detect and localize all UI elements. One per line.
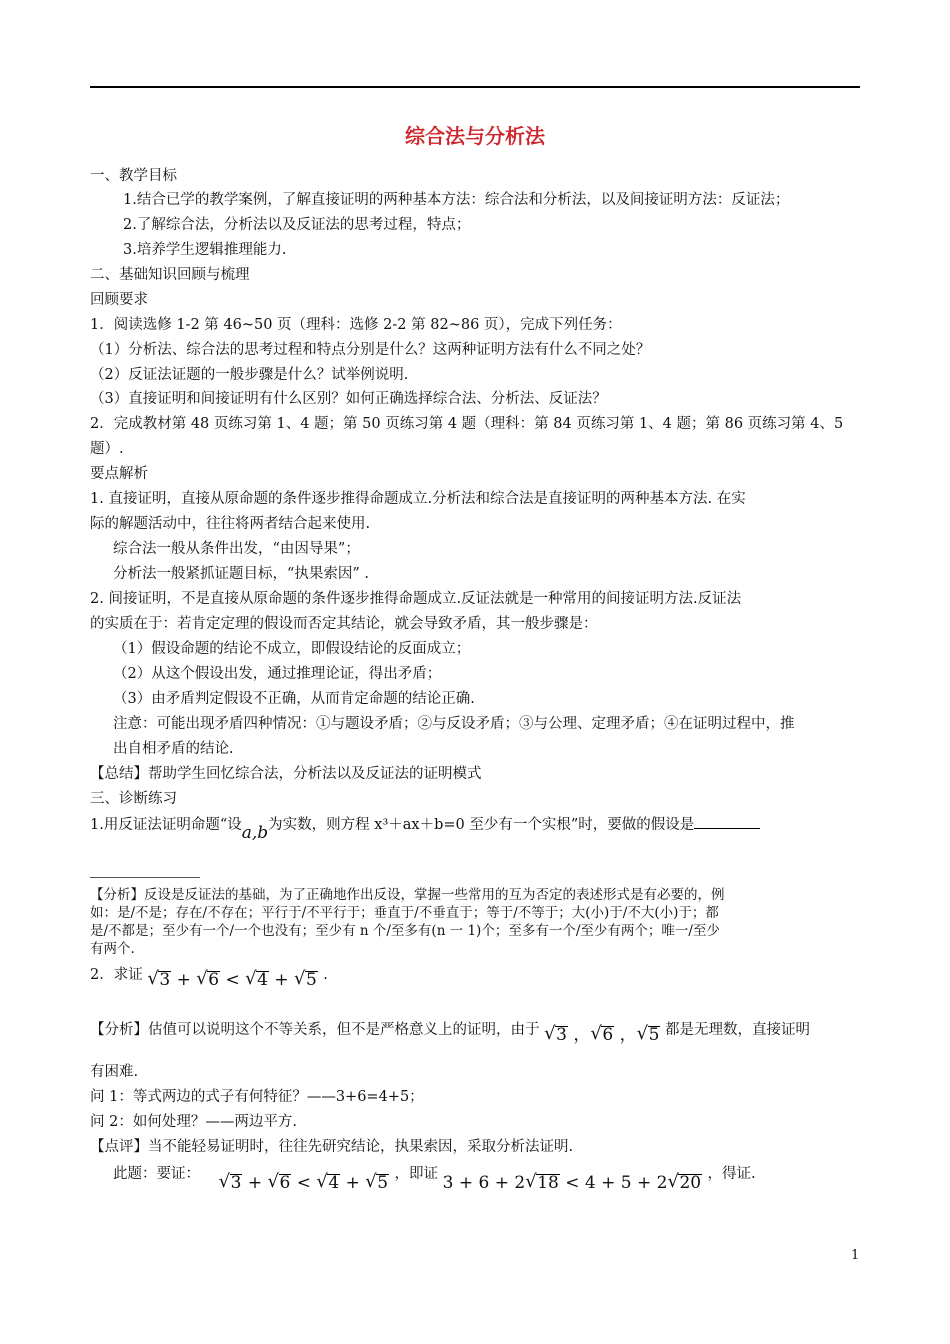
paragraph: （3）由矛盾判定假设不正确，从而肯定命题的结论正确. [113,691,475,707]
paragraph: （2）从这个假设出发，通过推理论证，得出矛盾； [113,666,442,682]
answer-blank [694,814,760,829]
subheading: 要点解析 [90,466,148,482]
page-number: 1 [851,1248,860,1263]
paragraph: （1）假设命题的结论不成立，即假设结论的反面成立； [113,641,471,657]
proof-post: ，得证. [707,1166,756,1182]
variables-ab: a,b [241,823,269,843]
paragraph: 的实质在于：若肯定定理的假设而否定其结论，就会导致矛盾，其一般步骤是： [90,616,598,632]
paragraph: 分析法一般紧抓证题目标，“执果索因” . [113,566,370,582]
footnote-rule [90,877,200,878]
list-item: 1.结合已学的教学案例，了解直接证明的两种基本方法：综合法和分析法，以及间接证明方法：反证法； [123,192,790,208]
inequality-formula: √ 3 + √ 6 < √ 4 + √ 5 [147,970,323,990]
analysis-2-pre: 【分析】估值可以说明这个不等关系，但不是严格意义上的证明，由于 [90,1022,540,1038]
paragraph: 问 2：如何处理？——两边平方. [90,1114,297,1130]
paragraph: 综合法一般从条件出发，“由因导果”； [113,541,360,557]
proof-formula-2: 3 + 6 + 2√ 18 < 4 + 5 + 2√ 20 [443,1173,708,1193]
paragraph: （1）分析法、综合法的思考过程和特点分别是什么？这两种证明方法有什么不同之处？ [90,342,651,358]
question-1-post: 为实数，则方程 x³＋ax＋b=0 至少有一个实根”时，要做的假设是 [268,817,695,833]
question-1-pre: 1.用反证法证明命题“设 [90,817,242,833]
paragraph: 际的解题活动中，往往将两者结合起来使用. [90,516,371,532]
question-1 [90,814,760,843]
section-heading: 一、教学目标 [90,168,177,184]
paragraph: 注意：可能出现矛盾四种情况：①与题设矛盾；②与反设矛盾；③与公理、定理矛盾；④在证明过程中，推 [113,716,795,732]
question-2-pre: 2．求证 [90,967,143,983]
paragraph: 【分析】反设是反证法的基础，为了正确地作出反设，掌握一些常用的互为否定的表述形式是有必要的，例 [90,887,725,903]
paragraph: 2. 间接证明，不是直接从原命题的条件逐步推得命题成立.反证法就是一种常用的间接证明方法.反证法 [90,591,742,607]
paragraph: （3）直接证明和间接证明有什么区别？如何正确选择综合法、分析法、反证法？ [90,391,607,407]
section-heading: 三、诊断练习 [90,791,177,807]
paragraph: 2．完成教材第 48 页练习第 1、4 题；第 50 页练习第 4 题（理科：第 84 页练习第 1、4 题；第 86 页练习第 4、5 [90,416,844,432]
paragraph: 有两个. [90,941,135,957]
paragraph: （2）反证法证题的一般步骤是什么？试举例说明. [90,367,409,383]
paragraph: 【总结】帮助学生回忆综合法，分析法以及反证法的证明模式 [90,766,482,782]
analysis-2-post: 都是无理数，直接证明 [665,1022,811,1038]
question-2: 2．求证 √ 3 + √ 6 < √ 4 + √ 5 . [90,964,328,985]
section-heading: 二、基础知识回顾与梳理 [90,267,250,283]
paragraph: 【点评】当不能轻易证明时，往往先研究结论，执果索因，采取分析法证明. [90,1139,574,1155]
proof-mid: ，即证 [394,1166,439,1182]
header-rule [90,86,860,88]
subheading: 回顾要求 [90,292,148,308]
sqrt-list: √ 3 ，√ 6 ，√ 5 [544,1025,660,1045]
paragraph: 出自相矛盾的结论. [113,741,234,757]
paragraph: 有困难. [90,1064,139,1080]
paragraph: 1．阅读选修 1-2 第 46~50 页（理科：选修 2-2 第 82~86 页），完成下列任务： [90,317,622,333]
list-item: 2.了解综合法，分析法以及反证法的思考过程，特点； [123,217,471,233]
proof-line [113,1163,756,1193]
paragraph: 问 1：等式两边的式子有何特征？——3+6=4+5； [90,1089,424,1105]
page-title: 综合法与分析法 [405,124,545,148]
paragraph: 题）. [90,441,124,457]
proof-formula-1: √ 3 + √ 6 < √ 4 + √ 5 [219,1173,395,1193]
paragraph: 是/不都是；至少有一个/一个也没有；至少有 n 个/至多有(n 一 1)个；至多有一个/至少有两个；唯一/至少 [90,923,720,939]
proof-pre: 此题：要证： [113,1166,200,1182]
list-item: 3.培养学生逻辑推理能力. [123,242,287,258]
paragraph: 1. 直接证明，直接从原命题的条件逐步推得命题成立.分析法和综合法是直接证明的两种基本方法. 在实 [90,491,746,507]
paragraph: 如：是/不是；存在/不存在；平行于/不平行于；垂直于/不垂直于；等于/不等于；大(小)于/不大(小)于；都 [90,905,719,921]
analysis-2 [90,1019,811,1045]
